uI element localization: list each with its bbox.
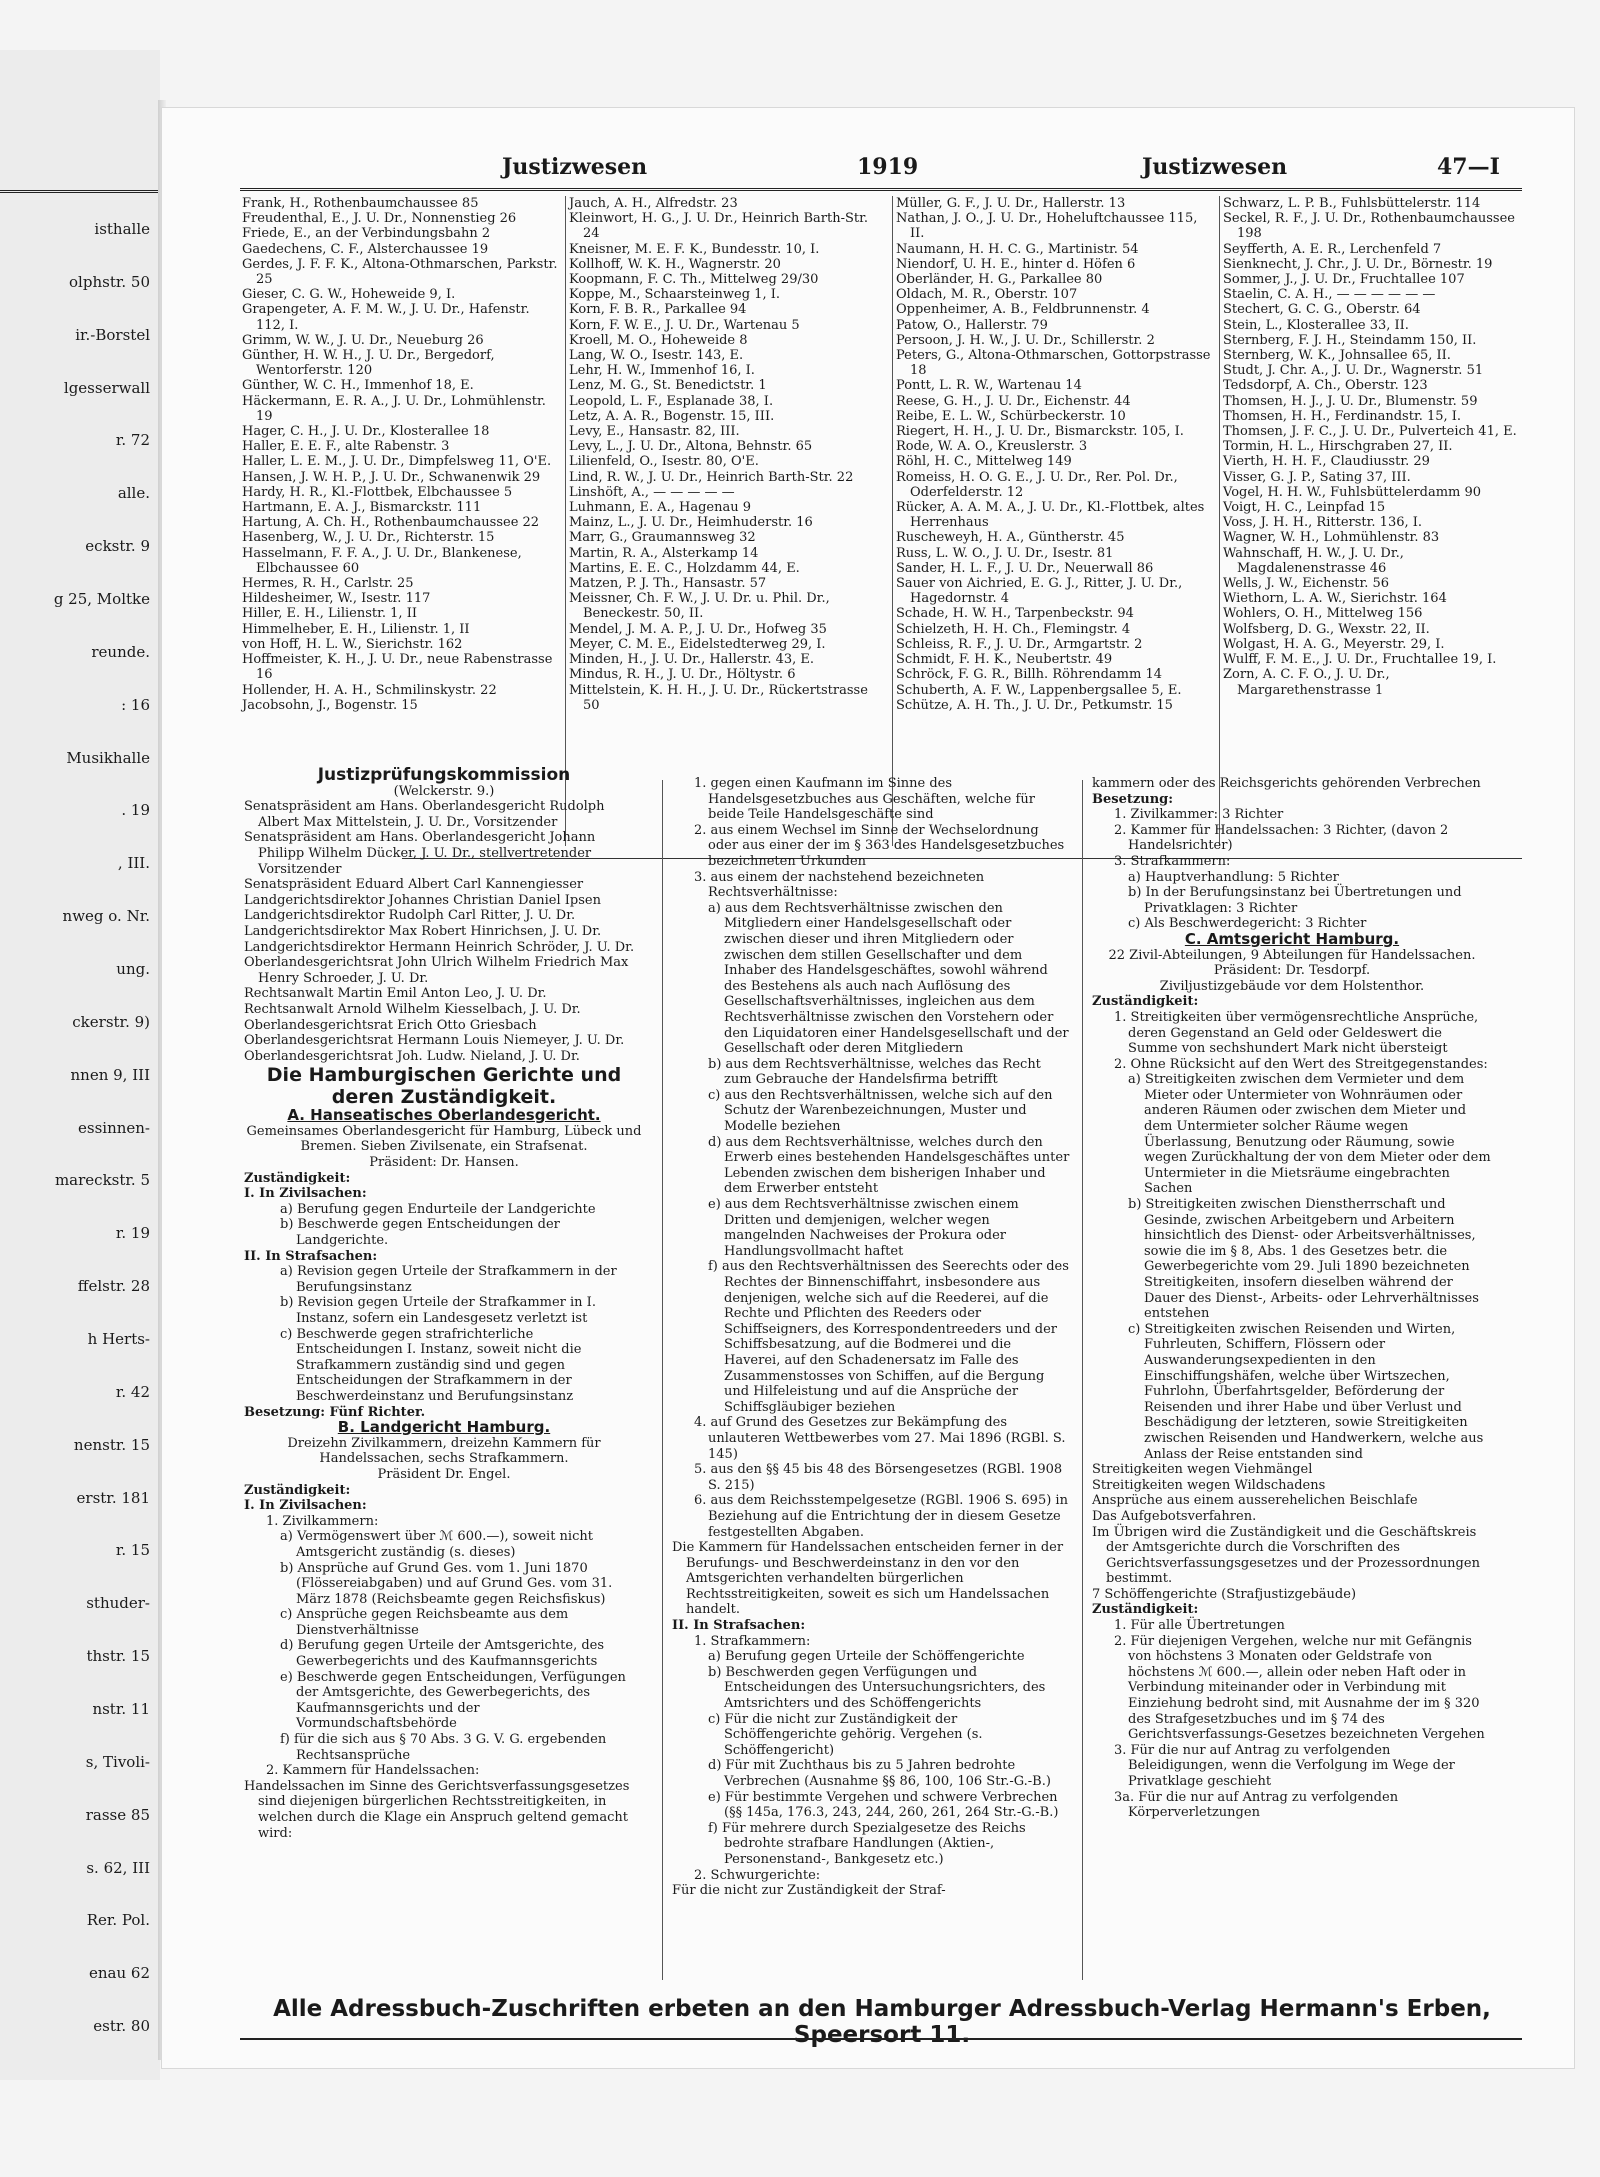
list-item: 1. Streitigkeiten über vermögensrechtliche Ansprüche, deren Gegenstand an Geld oder Geldeswert die Summe von sechshundert Mark nicht übersteigt [1114, 1009, 1479, 1057]
list-item: d) Für mit Zuchthaus bis zu 5 Jahren bedrohte Verbrechen (Ausnahme §§ 86, 100, 106 Str.-G.-B.) [708, 1758, 1051, 1789]
list-item: e) Beschwerde gegen Entscheidungen, Verfügungen der Amtsgerichte, des Gewerbegerichts, des Kaufmannsgerichts und der Vormundschaftsbehörde [280, 1669, 626, 1732]
list-item: Korn, F. B. R., Parkallee 94 [569, 302, 747, 318]
list-item: Nathan, J. O., J. U. Dr., Hoheluftchaussee 115, II. [896, 211, 1198, 242]
list-item: c) Für die nicht zur Zuständigkeit der Schöffengerichte gehörig. Vergehen (s. Schöffengericht) [708, 1711, 983, 1758]
list-item: Besetzung: Fünf Richter. [244, 1404, 426, 1420]
list-item: Senatspräsident am Hans. Oberlandesgericht Johann Philipp Wilhelm Dücker, J. U. Dr., stellvertretender Vorsitzender [244, 830, 596, 877]
list-item: 1. Für alle Übertretungen [1114, 1618, 1285, 1634]
olg-jurisdiction [244, 1171, 644, 1421]
list-item: Visser, G. J. P., Sating 37, III. [1223, 469, 1411, 485]
list-item: I. In Zivilsachen: [244, 1498, 367, 1514]
list-item: Naumann, H. H. C. G., Martinistr. 54 [896, 241, 1139, 257]
list-item: Seckel, R. F., J. U. Dr., Rothenbaumchaussee 198 [1223, 211, 1515, 242]
list-item: Martins, E. E. C., Holzdamm 44, E. [569, 560, 800, 576]
strip-fragment: nenstr. 15 [73, 1435, 150, 1454]
list-item: Staelin, C. A. H., — — — — — — [1223, 287, 1436, 303]
list-item: Hollender, H. A. H., Schmilinskystr. 22 [242, 682, 497, 698]
list-item: Wolgast, H. A. G., Meyerstr. 29, I. [1223, 636, 1445, 652]
list-item: f) Für mehrere durch Spezialgesetze des Reichs bedrohte strafbare Handlungen (Aktien-, Personenstand-, Bankgesetz etc.) [708, 1820, 1026, 1867]
strip-fragment: r. 19 [115, 1224, 150, 1243]
list-item: Luhmann, E. A., Hagenau 9 [569, 500, 752, 516]
list-item: Für die nicht zur Zuständigkeit der Straf- [672, 1883, 946, 1899]
strip-fragment: essinnen- [78, 1118, 150, 1137]
list-item: Romeiss, H. O. G. E., J. U. Dr., Rer. Pol. Dr., Oderfelderstr. 12 [896, 469, 1178, 500]
list-item: Streitigkeiten wegen Viehmängel [1092, 1462, 1313, 1478]
right-top-list [1092, 776, 1492, 932]
list-item: Wiethorn, L. A. W., Sierichstr. 164 [1223, 591, 1447, 607]
list-item: Ruscheweyh, H. A., Güntherstr. 45 [896, 530, 1125, 546]
header-rule [240, 188, 1522, 191]
list-item: Zuständigkeit: [1092, 994, 1199, 1010]
list-item: Voss, J. H. H., Ritterstr. 136, I. [1223, 515, 1423, 531]
list-item: Rode, W. A. O., Kreuslerstr. 3 [896, 439, 1088, 455]
strip-fragment: . 19 [121, 801, 150, 820]
list-item: c) aus den Rechtsverhältnissen, welche sich auf den Schutz der Warenbezeichnungen, Muster und Modelle beziehen [708, 1087, 1053, 1135]
list-item: 2. Schwurgerichte: [694, 1867, 821, 1883]
list-item: Hermes, R. H., Carlstr. 25 [242, 576, 414, 592]
list-item: c) Streitigkeiten zwischen Reisenden und Wirten, Fuhrleuten, Schiffern, Flössern oder Auswanderungsexpedienten in den Einschiffungshäfen, welche über Wirtszechen, Fuhrlohn, Überfahrtsgelder, Beförderung der Reisenden und ihrer Habe und über Verlust und Beschädigung der letzteren, sowie Streitigkeiten zwischen Reisenden und Handwerkern, welche aus Anlass der Reise entstanden sind [1128, 1321, 1484, 1462]
list-item: Korn, F. W. E., J. U. Dr., Wartenau 5 [569, 317, 800, 333]
list-item: 3. Für die nur auf Antrag zu verfolgenden Beleidigungen, wenn die Verfolgung im Wege der Privatklage geschieht [1114, 1742, 1455, 1789]
adjacent-page-strip [0, 50, 160, 2080]
list-item: 2. Ohne Rücksicht auf den Wert des Streitgegenstandes: [1114, 1056, 1488, 1072]
strip-fragment: , III. [117, 854, 150, 873]
list-item: Schwarz, L. P. B., Fuhlsbüttelerstr. 114 [1223, 196, 1481, 211]
column-divider [662, 780, 663, 1980]
list-item: Oberlandesgerichtsrat Erich Otto Griesbach [244, 1017, 537, 1033]
list-item: 6. aus dem Reichsstempelgesetze (RGBl. 1906 S. 695) in Beziehung auf die Entrichtung der in diesem Gesetze festgestellten Abgaben. [694, 1493, 1068, 1540]
list-item: 3. aus einem der nachstehend bezeichneten Rechtsverhältnisse: [694, 869, 985, 901]
strip-fragment: r. 42 [115, 1382, 150, 1401]
document-page [162, 108, 1574, 2068]
list-item: b) aus dem Rechtsverhältnisse, welches das Recht zum Gebrauche der Handelsfirma betrifft [708, 1056, 1041, 1088]
list-item: Peters, G., Altona-Othmarschen, Gottorpstrasse 18 [896, 348, 1211, 379]
list-item: Hansen, J. W. H. P., J. U. Dr., Schwanenwik 29 [242, 469, 541, 485]
list-item: Voigt, H. C., Leinpfad 15 [1223, 500, 1386, 516]
list-item: Sternberg, F. J. H., Steindamm 150, II. [1223, 332, 1477, 348]
list-item: Schielzeth, H. H. Ch., Flemingstr. 4 [896, 621, 1131, 637]
list-item: Kneisner, M. E. F. K., Bundesstr. 10, I. [569, 241, 820, 257]
list-item: Hartung, A. Ch. H., Rothenbaumchaussee 22 [242, 515, 540, 531]
list-item: b) Beschwerden gegen Verfügungen und Entscheidungen des Untersuchungsrichters, des Amtsrichters und des Schöffengerichts [708, 1664, 1046, 1712]
list-item: Lang, W. O., Isestr. 143, E. [569, 348, 744, 364]
list-item: Landgerichtsdirektor Johannes Christian Daniel Ipsen [244, 892, 601, 908]
lg-jurisdiction [244, 1483, 644, 1842]
ag-title: C. Amtsgericht Hamburg. [1184, 929, 1400, 948]
strip-fragment: enau 62 [89, 1964, 150, 1983]
list-item: Gaedechens, C. F., Alsterchaussee 19 [242, 241, 489, 257]
strip-fragment: r. 72 [115, 431, 150, 450]
list-item: Wells, J. W., Eichenstr. 56 [1223, 576, 1390, 592]
header-page-number: 47—I [1437, 154, 1500, 180]
list-item: Stechert, G. C. G., Oberstr. 64 [1223, 302, 1421, 318]
list-item: Oberlandesgerichtsrat John Ulrich Wilhelm Friedrich Max Henry Schroeder, J. U. Dr. [244, 955, 629, 986]
list-item: Oberlandesgerichtsrat Joh. Ludw. Nieland, J. U. Dr. [244, 1048, 580, 1064]
list-item: 2. aus einem Wechsel im Sinne der Wechselordnung oder aus einer der im § 363 des Handelsgesetzbuches bezeichneten Urkunden [694, 822, 1065, 869]
list-item: Oppenheimer, A. B., Feldbrunnenstr. 4 [896, 302, 1150, 318]
list-item: Hasselmann, F. F. A., J. U. Dr., Blankenese, Elbchaussee 60 [242, 545, 522, 576]
list-item: Ansprüche aus einem ausserehelichen Beischlafe [1092, 1493, 1418, 1509]
strip-fragment: lgesserwall [63, 378, 150, 397]
list-item: Sander, H. L. F., J. U. Dr., Neuerwall 86 [896, 560, 1154, 576]
list-item: Himmelheber, E. H., Lilienstr. 1, II [242, 621, 470, 637]
list-item: b) Beschwerde gegen Entscheidungen der Landgerichte. [280, 1217, 560, 1249]
list-item: Zuständigkeit: [244, 1482, 351, 1498]
list-item: Stein, L., Klosterallee 33, II. [1223, 317, 1409, 333]
list-item: Russ, L. W. O., J. U. Dr., Isestr. 81 [896, 545, 1114, 561]
list-item: I. In Zivilsachen: [244, 1186, 367, 1202]
list-item: Thomsen, H. H., Ferdinandstr. 15, I. [1223, 408, 1462, 424]
list-item: Senatspräsident Eduard Albert Carl Kannengiesser [244, 877, 584, 893]
list-item: Wahnschaff, H. W., J. U. Dr., Magdalenenstrasse 46 [1223, 545, 1404, 576]
strip-fragment: thstr. 15 [86, 1647, 150, 1666]
list-column-4 [1223, 196, 1523, 698]
gerichte-title: Die Hamburgischen Gerichte und deren Zuständigkeit. [266, 1064, 622, 1109]
list-item: a) Vermögenswert über ℳ 600.—), soweit nicht Amtsgericht zuständig (s. dieses) [280, 1529, 593, 1560]
olg-intro: Gemeinsames Oberlandesgericht für Hamburg, Lübeck und Bremen. Sieben Zivilsenate, ein Strafsenat. [246, 1123, 642, 1155]
list-item: d) Berufung gegen Urteile der Amtsgerichte, des Gewerbegerichts und des Kaufmannsgerichts [280, 1638, 605, 1670]
strip-fragment: nstr. 11 [92, 1700, 150, 1718]
list-item: b) In der Berufungsinstanz bei Übertretungen und Privatklagen: 3 Richter [1128, 885, 1462, 916]
strip-fragment: ckerstr. 9) [72, 1012, 150, 1031]
list-item: Seyfferth, A. E. R., Lerchenfeld 7 [1223, 241, 1442, 257]
lg-intro: Dreizehn Zivilkammern, dreizehn Kammern für Handelssachen, sechs Strafkammern. [287, 1435, 601, 1467]
list-item: Rechtsanwalt Martin Emil Anton Leo, J. U. Dr. [244, 986, 547, 1002]
list-item: a) aus dem Rechtsverhältnisse zwischen den Mitgliedern einer Handelsgesellschaft oder zwischen dieser und ihren Mitgliedern oder zwischen dem stillen Gesellschafter und dem Inhaber des Handelsgeschäftes, sowohl während des Bestehens als auch nach Auflösung des Gesellschaftsverhältnisses, ingleichen aus dem Rechtsverhältnisse zwischen den Vorstehern oder den Liquidatoren einer Handelsgesellschaft und der Gesellschaft oder deren Mitgliedern [708, 900, 1069, 1057]
list-item: Röhl, H. C., Mittelweg 149 [896, 454, 1072, 470]
list-item: Tormin, H. L., Hirschgraben 27, II. [1223, 439, 1453, 455]
list-item: Zuständigkeit: [1092, 1602, 1199, 1618]
strip-fragment: reunde. [91, 642, 150, 661]
list-item: Grapengeter, A. F. M. W., J. U. Dr., Hafenstr. 112, I. [242, 302, 530, 333]
header-right-title: Justizwesen [1142, 154, 1288, 180]
bottom-column-middle [672, 776, 1070, 1899]
list-item: Besetzung: [1092, 791, 1174, 807]
list-item: Wolfsberg, D. G., Wexstr. 22, II. [1223, 621, 1430, 637]
olg-president: Präsident: Dr. Hansen. [369, 1155, 519, 1171]
list-item: 2. Kammer für Handelssachen: 3 Richter, (davon 2 Handelsrichter) [1114, 822, 1449, 854]
list-item: Kollhoff, W. K. H., Wagnerstr. 20 [569, 256, 781, 272]
list-item: Koopmann, F. C. Th., Mittelweg 29/30 [569, 272, 819, 288]
list-item: Matzen, P. J. Th., Hansastr. 57 [569, 576, 767, 592]
list-item: Persoon, J. H. W., J. U. Dr., Schillerstr. 2 [896, 332, 1155, 348]
list-item: Mainz, L., J. U. Dr., Heimhuderstr. 16 [569, 515, 813, 531]
list-item: Landgerichtsdirektor Hermann Heinrich Schröder, J. U. Dr. [244, 939, 635, 955]
strip-fragment: nweg o. Nr. [62, 907, 150, 926]
strip-fragment: eckstr. 9 [85, 537, 150, 556]
footer-rule [240, 2038, 1522, 2040]
strip-fragment: nnen 9, III [70, 1065, 150, 1084]
list-item: Landgerichtsdirektor Rudolph Carl Ritter, J. U. Dr. [244, 908, 576, 924]
list-item: Kleinwort, H. G., J. U. Dr., Heinrich Barth-Str. 24 [569, 211, 869, 242]
strip-fragment: ung. [116, 960, 150, 978]
list-item: Kroell, M. O., Hoheweide 8 [569, 332, 748, 348]
list-item: Handelssachen im Sinne des Gerichtsverfassungsgesetzes sind diejenigen bürgerlichen Rechtsstreitigkeiten, in welchen durch die Klage ein Anspruch geltend gemacht wird: [244, 1778, 630, 1841]
list-item: Hasenberg, W., J. U. Dr., Richterstr. 15 [242, 530, 495, 546]
strip-fragment: : 16 [121, 695, 150, 714]
list-item: Patow, O., Hallerstr. 79 [896, 317, 1048, 333]
list-item: Schütze, A. H. Th., J. U. Dr., Petkumstr. 15 [896, 697, 1173, 713]
list-item: Levy, L., J. U. Dr., Altona, Behnstr. 65 [569, 439, 813, 455]
list-item: Wagner, W. H., Lohmühlenstr. 83 [1223, 530, 1440, 546]
list-item: Streitigkeiten wegen Wildschadens [1092, 1477, 1326, 1493]
list-item: Studt, J. Chr. A., J. U. Dr., Wagnerstr. 51 [1223, 363, 1484, 379]
list-item: Wulff, F. M. E., J. U. Dr., Fruchtallee 19, I. [1223, 652, 1497, 668]
strip-fragment: olphstr. 50 [69, 272, 150, 291]
list-item: Lilienfeld, O., Isestr. 80, O'E. [569, 454, 759, 470]
strip-fragment: mareckstr. 5 [54, 1171, 150, 1190]
list-item: a) Berufung gegen Urteile der Schöffengerichte [708, 1649, 1025, 1665]
list-item: a) Berufung gegen Endurteile der Landgerichte [280, 1201, 596, 1217]
list-item: Haller, E. E. F., alte Rabenstr. 3 [242, 439, 450, 455]
strip-fragment: g 25, Moltke [53, 590, 150, 608]
list-item: Hildesheimer, W., Isestr. 117 [242, 591, 431, 607]
list-item: kammern oder des Reichsgerichts gehörenden Verbrechen [1092, 776, 1481, 791]
list-item: Letz, A. A. R., Bogenstr. 15, III. [569, 408, 775, 424]
list-item: Schröck, F. G. R., Billh. Röhrendamm 14 [896, 667, 1162, 683]
list-item: Haller, L. E. M., J. U. Dr., Dimpfelsweg 11, O'E. [242, 454, 552, 470]
list-item: b) Revision gegen Urteile der Strafkammer in I. Instanz, sofern ein Landesgesetz verletzt ist [280, 1295, 596, 1326]
list-item: Landgerichtsdirektor Max Robert Hinrichsen, J. U. Dr. [244, 923, 602, 939]
strip-fragment: erstr. 181 [76, 1488, 150, 1507]
list-column-1 [242, 196, 560, 713]
list-item: 1. Zivilkammern: [266, 1513, 379, 1529]
list-item: Oberländer, H. G., Parkallee 80 [896, 272, 1103, 288]
list-item: Reibe, E. L. W., Schürbeckerstr. 10 [896, 408, 1126, 424]
list-item: Hardy, H. R., Kl.-Flottbek, Elbchaussee 5 [242, 484, 513, 500]
list-item: Sauer von Aichried, E. G. J., Ritter, J. U. Dr., Hagedornstr. 4 [896, 576, 1183, 607]
list-item: Gerdes, J. F. F. K., Altona-Othmarschen, Parkstr. 25 [242, 256, 558, 288]
list-column-2 [569, 196, 887, 713]
list-item: Die Kammern für Handelssachen entscheiden ferner in der Berufungs- und Beschwerdeinstanz in den vor den Amtsgerichten verhandelten bürgerlichen Rechtsstreitigkeiten, soweit es sich um Handelssachen handelt. [672, 1540, 1064, 1618]
list-item: Sternberg, W. K., Johnsallee 65, II. [1223, 348, 1451, 364]
ag-building: Ziviljustizgebäude vor dem Holstenthor. [1159, 978, 1425, 994]
list-item: Oldach, M. R., Oberstr. 107 [896, 287, 1078, 303]
list-item: Wohlers, O. H., Mittelweg 156 [1223, 606, 1423, 622]
list-item: Niendorf, U. H. E., hinter d. Höfen 6 [896, 256, 1136, 272]
list-item: Freudenthal, E., J. U. Dr., Nonnenstieg 26 [242, 211, 517, 227]
list-item: c) Als Beschwerdegericht: 3 Richter [1128, 916, 1367, 932]
list-item: Thomsen, J. F. C., J. U. Dr., Pulverteich 41, E. [1223, 424, 1517, 440]
list-item: c) Beschwerde gegen strafrichterliche Entscheidungen I. Instanz, soweit nicht die Strafkammern zuständig sind und gegen Entscheidungen der Strafkammern in der Beschwerdeinstanz und Berufungsinstanz [280, 1326, 582, 1404]
list-item: Linshöft, A., — — — — — [569, 484, 735, 500]
list-item: Gieser, C. G. W., Hoheweide 9, I. [242, 287, 456, 303]
list-item: Hiller, E. H., Lilienstr. 1, II [242, 606, 417, 622]
list-item: Pontt, L. R. W., Wartenau 14 [896, 378, 1082, 394]
list-item: Levy, E., Hansastr. 82, III. [569, 424, 740, 440]
list-item: Hoffmeister, K. H., J. U. Dr., neue Rabenstrasse 16 [242, 652, 553, 683]
list-item: Hager, C. H., J. U. Dr., Klosterallee 18 [242, 424, 490, 440]
list-item: 1. Strafkammern: [694, 1633, 811, 1649]
list-item: Jauch, A. H., Alfredstr. 23 [569, 196, 738, 211]
list-item: b) Ansprüche auf Grund Ges. vom 1. Juni 1870 (Flössereiabgaben) und auf Grund Ges. vom 31. März 1878 (Reichsbeamte gegen Reichsfiskus) [280, 1560, 613, 1607]
list-item: Häckermann, E. R. A., J. U. Dr., Lohmühlenstr. 19 [242, 393, 546, 424]
header-left-title: Justizwesen [502, 154, 648, 180]
list-item: Schuberth, A. F. W., Lappenbergsallee 5, E. [896, 682, 1182, 698]
list-item: Schade, H. W. H., Tarpenbeckstr. 94 [896, 606, 1134, 622]
ag-president: Präsident: Dr. Tesdorpf. [1213, 963, 1371, 979]
strip-fragment: s. 62, III [86, 1858, 150, 1877]
strip-fragment: sthuder- [86, 1594, 150, 1613]
column-divider [892, 196, 893, 846]
pruefung-list [244, 799, 644, 1064]
list-item: f) aus den Rechtsverhältnissen des Seerechts oder des Rechtes der Binnenschiffahrt, insbesondere aus denjenigen, welche sich auf die Reederei, auf die Rechte und Pflichten des Reeders oder Schiffseigners, des Korrespondentreeders und der Schiffsbesatzung, auf die Bodmerei und die Haverei, auf den Schadenersatz im Falle des Zusammenstosses von Schiffen, auf die Bergung und Hilfeleistung und auf die Ansprüche der Schiffsgläubiger beziehen [708, 1259, 1069, 1415]
list-item: Rücker, A. A. M. A., J. U. Dr., Kl.-Flottbek, altes Herrenhaus [896, 500, 1205, 531]
column-divider [1082, 780, 1083, 1980]
list-item: Vierth, H. H. F., Claudiusstr. 29 [1223, 454, 1430, 470]
strip-fragment: s, Tivoli- [85, 1752, 150, 1771]
list-item: Im Übrigen wird die Zuständigkeit und die Geschäftskreis der Amtsgerichte durch die Vorschriften des Gerichtsverfassungsgesetzes und der Prozessordnungen bestimmt. [1092, 1524, 1480, 1587]
list-item: II. In Strafsachen: [672, 1618, 806, 1634]
strip-fragment: ffelstr. 28 [77, 1277, 150, 1296]
list-item: Lenz, M. G., St. Benedictstr. 1 [569, 378, 767, 394]
list-item: Müller, G. F., J. U. Dr., Hallerstr. 13 [896, 196, 1126, 211]
list-item: 2. Kammern für Handelssachen: [266, 1763, 480, 1779]
list-item: Senatspräsident am Hans. Oberlandesgericht Rudolph Albert Max Mittelstein, J. U. Dr., Vorsitzender [244, 799, 605, 830]
column-divider [565, 196, 566, 846]
list-item: Martin, R. A., Alsterkamp 14 [569, 545, 759, 561]
list-item: b) Streitigkeiten zwischen Dienstherrschaft und Gesinde, zwischen Arbeitgebern und Arbeitern hinsichtlich des Dienst- oder Arbeitsverhältnisses, sowie die im § 8, Abs. 1 des Gesetzes betr. die Gewerbegerichte vom 29. Juli 1890 bezeichneten Streitigkeiten, insofern dieselben während der Dauer des Dienst-, Arbeits- oder Lehrverhältnisses entstehen [1128, 1197, 1479, 1322]
list-item: Riegert, H. H., J. U. Dr., Bismarckstr. 105, I. [896, 424, 1184, 440]
list-column-3 [896, 196, 1214, 713]
strip-fragment: ir.-Borstel [75, 325, 150, 344]
list-item: Sommer, J., J. U. Dr., Fruchtallee 107 [1223, 272, 1465, 288]
list-item: e) aus dem Rechtsverhältnisse zwischen einem Dritten und demjenigen, welcher wegen mangelnden Nachweises der Prokura oder Handlungsvollmacht haftet [708, 1197, 1019, 1259]
list-item: Thomsen, H. J., J. U. Dr., Blumenstr. 59 [1223, 393, 1478, 409]
list-item: Schleiss, R. F., J. U. Dr., Armgartstr. 2 [896, 636, 1143, 652]
header-year: 1919 [857, 154, 919, 180]
list-item: Hartmann, E. A. J., Bismarckstr. 111 [242, 500, 482, 516]
list-item: Tedsdorpf, A. Ch., Oberstr. 123 [1223, 378, 1428, 394]
list-item: Leopold, L. F., Esplanade 38, I. [569, 393, 774, 409]
pruefung-address: (Welckerstr. 9.) [393, 783, 495, 799]
strip-fragment: estr. 80 [93, 2017, 150, 2036]
list-item: a) Streitigkeiten zwischen dem Vermieter und dem Mieter oder Untermieter von Wohnräumen oder anderen Räumen oder zwischen dem Mieter und dem Untermieter solcher Räume wegen Überlassung, Benutzung oder Räumung, sowie wegen Zurückhaltung der von dem Mieter oder dem Untermieter in die Mietsräume eingebrachten Sachen [1128, 1072, 1491, 1197]
list-item: Lehr, H. W., Immenhof 16, I. [569, 363, 755, 379]
list-item: Reese, G. H., J. U. Dr., Eichenstr. 44 [896, 393, 1131, 409]
list-item: 1. gegen einen Kaufmann im Sinne des Handelsgesetzbuches aus Geschäften, welche für beide Teile Handelsgeschäfte sind [694, 776, 1035, 823]
list-item: Günther, W. C. H., Immenhof 18, E. [242, 378, 474, 394]
list-item: Rechtsanwalt Arnold Wilhelm Kiesselbach, J. U. Dr. [244, 1001, 581, 1017]
bottom-column-right [1092, 776, 1492, 1821]
list-item: Meissner, Ch. F. W., J. U. Dr. u. Phil. Dr., Beneckestr. 50, II. [569, 591, 830, 622]
strip-fragment: h Herts- [87, 1330, 150, 1348]
list-item: a) Hauptverhandlung: 5 Richter [1128, 869, 1339, 885]
list-item: Zorn, A. C. F. O., J. U. Dr., Margarethenstrasse 1 [1223, 667, 1390, 698]
list-item: Mittelstein, K. H. H., J. U. Dr., Rückertstrasse 50 [569, 682, 868, 713]
list-item: Zuständigkeit: [244, 1170, 351, 1186]
list-item: Koppe, M., Schaarsteinweg 1, I. [569, 287, 780, 303]
list-item: Vogel, H. H. W., Fuhlsbüttelerdamm 90 [1223, 484, 1482, 500]
list-item: f) für die sich aus § 70 Abs. 3 G. V. G. ergebenden Rechtsansprüche [280, 1732, 607, 1763]
list-item: Jacobsohn, J., Bogenstr. 15 [242, 697, 418, 713]
ag-jurisdiction [1092, 994, 1492, 1820]
list-item: Lind, R. W., J. U. Dr., Heinrich Barth-Str. 22 [569, 469, 854, 485]
pruefung-title: Justizprüfungskommission [317, 765, 571, 785]
strip-fragment: alle. [117, 484, 150, 503]
list-item: Marr, G., Graumannsweg 32 [569, 530, 756, 546]
ag-intro: 22 Zivil-Abteilungen, 9 Abteilungen für Handelssachen. [1108, 947, 1476, 963]
list-item: Meyer, C. M. E., Eidelstedterweg 29, I. [569, 636, 826, 652]
list-item: Grimm, W. W., J. U. Dr., Neueburg 26 [242, 332, 484, 348]
list-item: Friede, E., an der Verbindungsbahn 2 [242, 226, 491, 242]
column-divider [1219, 196, 1220, 846]
olg-title: A. Hanseatisches Oberlandesgericht. [287, 1106, 601, 1125]
list-item: Das Aufgebotsverfahren. [1092, 1508, 1257, 1524]
list-item: Schmidt, F. H. K., Neubertstr. 49 [896, 652, 1113, 668]
list-item: 4. auf Grund des Gesetzes zur Bekämpfung des unlauteren Wettbewerbes vom 27. Mai 1896 (RGBl. S. 145) [694, 1415, 1066, 1462]
list-item: 3a. Für die nur auf Antrag zu verfolgenden Körperverletzungen [1114, 1789, 1399, 1821]
strip-rule [0, 190, 160, 193]
strip-fragment: isthalle [94, 220, 150, 238]
list-item: 5. aus den §§ 45 bis 48 des Börsengesetzes (RGBl. 1908 S. 215) [694, 1462, 1063, 1493]
list-item: von Hoff, H. L. W., Sierichstr. 162 [242, 636, 463, 652]
lg-president: Präsident Dr. Engel. [377, 1466, 511, 1482]
list-item: 7 Schöffengerichte (Strafjustizgebäude) [1092, 1586, 1357, 1602]
list-item: II. In Strafsachen: [244, 1248, 378, 1264]
list-item: 3. Strafkammern: [1114, 853, 1231, 869]
list-item: a) Revision gegen Urteile der Strafkammern in der Berufungsinstanz [280, 1264, 617, 1295]
list-item: Minden, H., J. U. Dr., Hallerstr. 43, E. [569, 652, 815, 668]
strip-fragment: Rer. Pol. [86, 1911, 150, 1930]
list-item: Sienknecht, J. Chr., J. U. Dr., Börnestr. 19 [1223, 256, 1493, 272]
list-item: c) Ansprüche gegen Reichsbeamte aus dem Dienstverhältnisse [280, 1607, 569, 1638]
strip-fragment: r. 15 [115, 1541, 150, 1560]
list-item: Frank, H., Rothenbaumchaussee 85 [242, 196, 479, 211]
list-item: Mindus, R. H., J. U. Dr., Höltystr. 6 [569, 667, 796, 683]
strip-fragment: Musikhalle [66, 748, 150, 767]
list-item: Mendel, J. M. A. P., J. U. Dr., Hofweg 35 [569, 621, 827, 637]
list-item: d) aus dem Rechtsverhältnisse, welches durch den Erwerb eines bestehenden Handelsgeschäftes unter Lebenden zwischen dem bisherigen Inhaber und dem Erwerber entsteht [708, 1134, 1070, 1197]
list-item: e) Für bestimmte Vergehen und schwere Verbrechen (§§ 145a, 176.3, 243, 244, 260, 261, 264 Str.-G.-B.) [708, 1789, 1059, 1821]
footer-notice: Alle Adressbuch-Zuschriften erbeten an den Hamburger Adressbuch-Verlag Hermann's Erben, Speersort 11. [273, 1996, 1491, 2048]
bottom-column-left [244, 765, 644, 1841]
lg-title: B. Landgericht Hamburg. [337, 1418, 551, 1437]
list-item: 2. Für diejenigen Vergehen, welche nur mit Gefängnis von höchstens 3 Monaten oder Geldstrafe von höchstens ℳ 600.—, allein oder neben Haft oder in Verbindung miteinander oder in Verbindung mit Einziehung bedroht sind, mit Ausnahme der im § 320 des Strafgesetzbuches und im § 74 des Gerichtsverfassungs-Gesetzes bezeichneten Vergehen [1114, 1633, 1485, 1743]
list-item: Oberlandesgerichtsrat Hermann Louis Niemeyer, J. U. Dr. [244, 1033, 625, 1049]
strip-fragment: rasse 85 [85, 1805, 150, 1824]
list-item: Günther, H. W. H., J. U. Dr., Bergedorf, Wentorferstr. 120 [242, 348, 495, 379]
list-item: 1. Zivilkammer: 3 Richter [1114, 807, 1284, 823]
